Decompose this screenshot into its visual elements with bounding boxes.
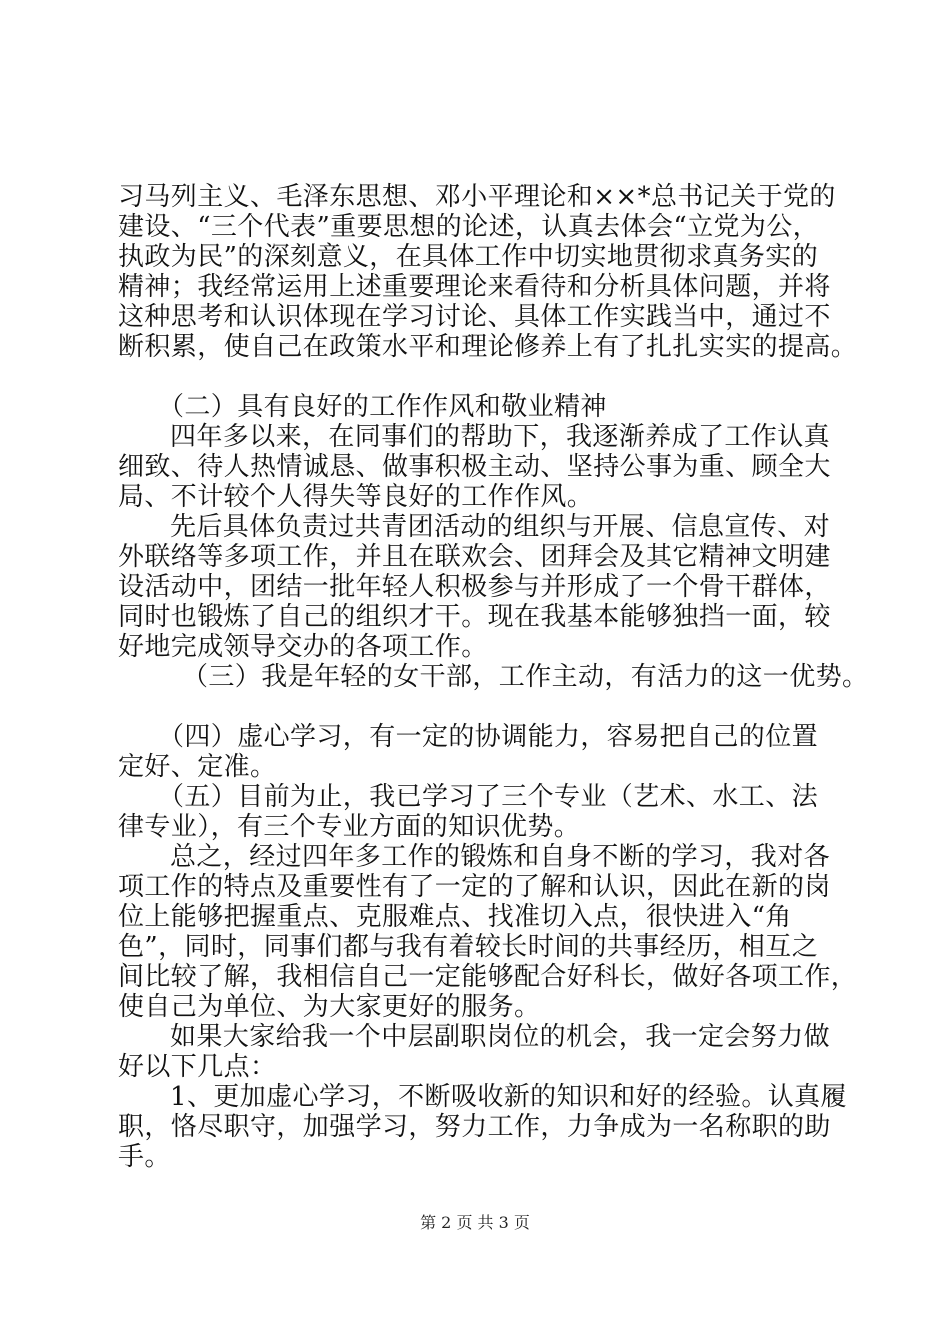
body-line: 好地完成领导交办的各项工作。 <box>118 632 488 662</box>
body-line: 同时也锻炼了自己的组织才干。现在我基本能够独挡一面，较 <box>118 602 831 632</box>
body-line: 细致、待人热情诚恳、做事积极主动、坚持公事为重、顾全大 <box>118 452 831 482</box>
body-line: 位上能够把握重点、克服难点、找准切入点，很快进入“角 <box>118 902 792 932</box>
paragraph-first-line: 如果大家给我一个中层副职岗位的机会，我一定会努力做 <box>170 1022 831 1052</box>
body-line: 好以下几点： <box>118 1052 277 1082</box>
body-line: 执政为民”的深刻意义，在具体工作中切实地贯彻求真务实的 <box>118 242 819 272</box>
body-line: 律专业），有三个专业方面的知识优势。 <box>118 812 581 842</box>
body-line: 设活动中，团结一批年轻人积极参与并形成了一个骨干群体， <box>118 572 831 602</box>
list-item-five: （五）目前为止，我已学习了三个专业（艺术、水工、法 <box>158 782 819 812</box>
body-line: 色”，同时，同事们都与我有着较长时间的共事经历，相互之 <box>118 932 819 962</box>
page-number-footer: 第 2 页 共 3 页 <box>420 1213 530 1232</box>
section-heading: （二）具有良好的工作作风和敬业精神 <box>158 392 607 422</box>
body-line: 外联络等多项工作，并且在联欢会、团拜会及其它精神文明建 <box>118 542 831 572</box>
paragraph-first-line: 先后具体负责过共青团活动的组织与开展、信息宣传、对 <box>170 512 831 542</box>
list-item-four: （四）虚心学习，有一定的协调能力，容易把自己的位置 <box>158 722 819 752</box>
body-line: 习马列主义、毛泽东思想、邓小平理论和××*总书记关于党的 <box>118 182 836 212</box>
body-line: 这种思考和认识体现在学习讨论、具体工作实践当中，通过不 <box>118 302 831 332</box>
body-line: 使自己为单位、为大家更好的服务。 <box>118 992 541 1022</box>
body-line: 局、不计较个人得失等良好的工作作风。 <box>118 482 594 512</box>
numbered-item-one: 1、更加虚心学习，不断吸收新的知识和好的经验。认真履 <box>170 1082 847 1112</box>
paragraph-first-line: 总之，经过四年多工作的锻炼和自身不断的学习，我对各 <box>170 842 831 872</box>
body-line: 建设、“三个代表”重要思想的论述，认真去体会“立党为公， <box>118 212 820 242</box>
body-line: 职，恪尽职守，加强学习，努力工作，力争成为一名称职的助 <box>118 1112 831 1142</box>
body-line: 断积累，使自己在政策水平和理论修养上有了扎扎实实的提高。 <box>118 332 858 362</box>
body-line: 手。 <box>118 1142 171 1172</box>
body-line: 间比较了解，我相信自己一定能够配合好科长，做好各项工作， <box>118 962 858 992</box>
list-item-three: （三）我是年轻的女干部，工作主动，有活力的这一优势。 <box>182 662 869 692</box>
body-line: 项工作的特点及重要性有了一定的了解和认识，因此在新的岗 <box>118 872 831 902</box>
paragraph-first-line: 四年多以来，在同事们的帮助下，我逐渐养成了工作认真 <box>170 422 831 452</box>
body-line: 精神；我经常运用上述重要理论来看待和分析具体问题，并将 <box>118 272 831 302</box>
body-line: 定好、定准。 <box>118 752 277 782</box>
